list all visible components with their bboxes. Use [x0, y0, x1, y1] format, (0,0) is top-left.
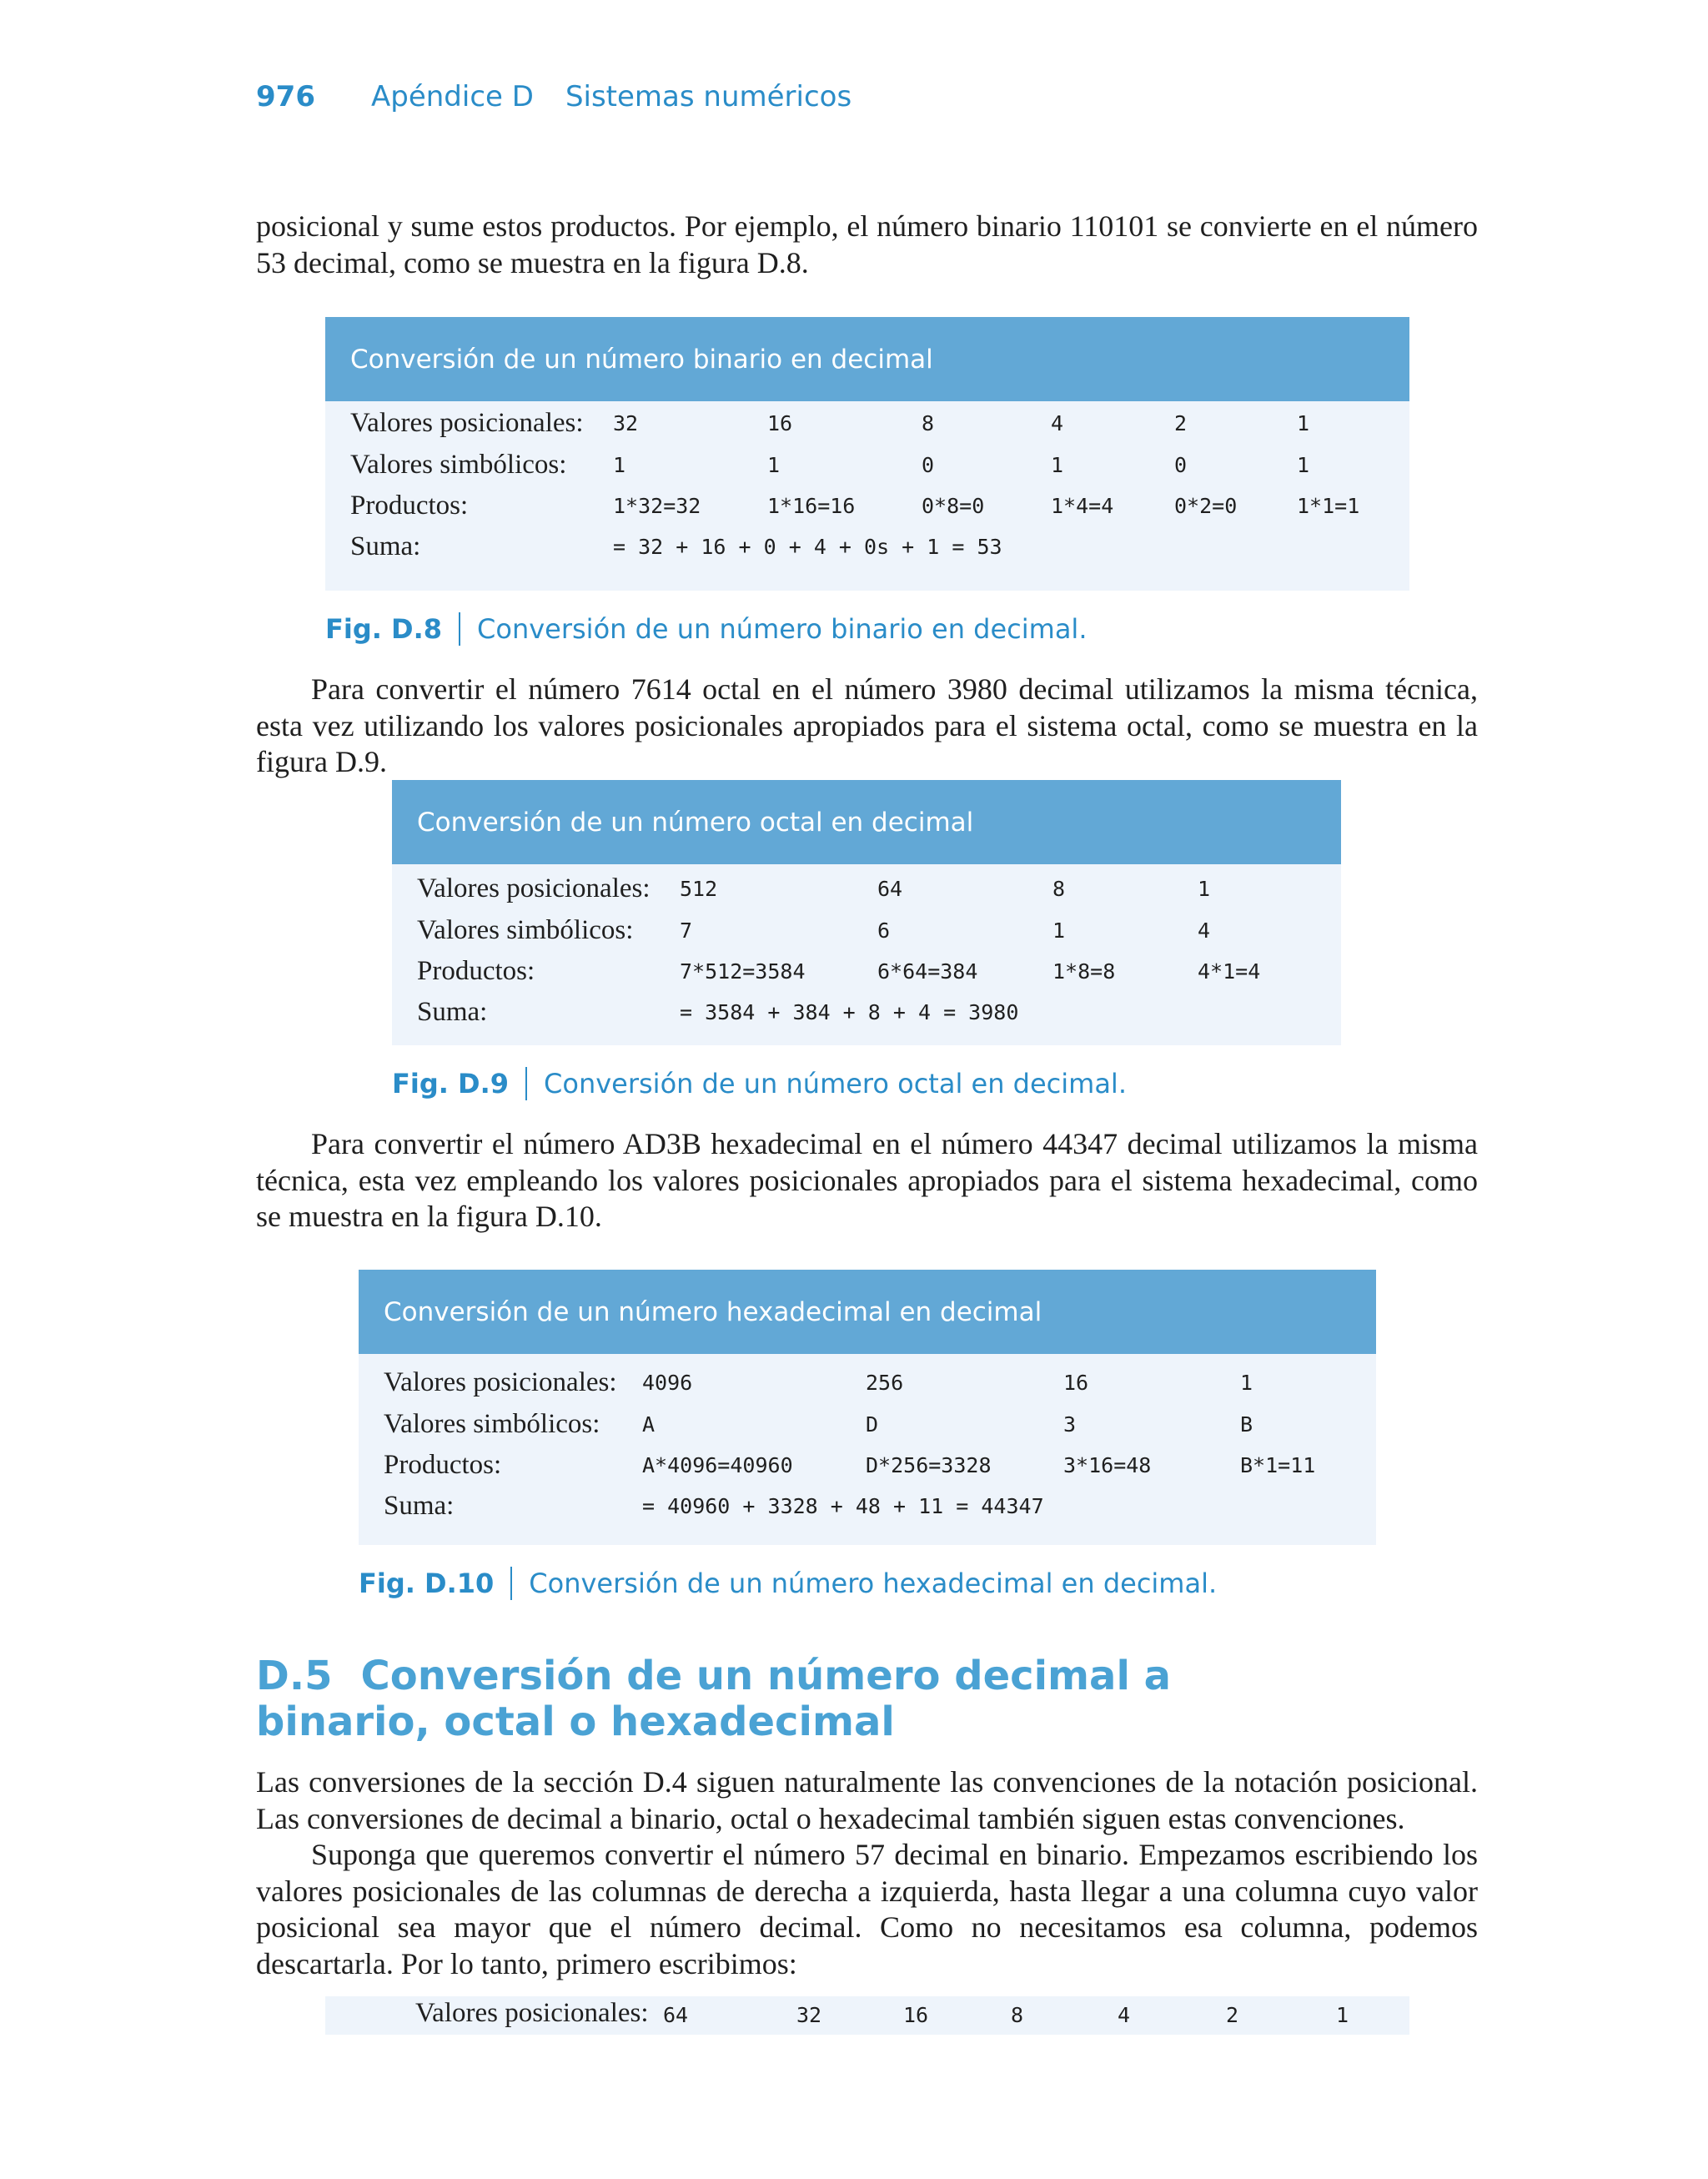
table-cell: 1 [1052, 918, 1066, 943]
table-cell: 1 [1240, 1371, 1253, 1395]
caption-text: Conversión de un número binario en decimal. [477, 613, 1088, 645]
caption-number: Fig. D.8 [325, 613, 443, 645]
figure-d9-row-sum [417, 997, 1341, 1030]
figure-d8-caption [325, 609, 1087, 649]
table-cell: 6 [877, 918, 891, 943]
table-cell: 0*8=0 [922, 494, 985, 518]
row-label: Suma: [350, 531, 421, 561]
table-cell: 4096 [642, 1371, 693, 1395]
table-cell: D*256=3328 [866, 1453, 992, 1477]
table-cell: 3 [1063, 1412, 1077, 1437]
positional-values-strip [325, 1996, 1409, 2035]
figure-d9-caption [392, 1064, 1127, 1104]
paragraph-intro: posicional y sume estos productos. Por ejemplo, el número binario 110101 se convierte en el número 53 decimal, como se muestra en la figura D.8. [256, 209, 1478, 279]
table-cell: 1 [613, 453, 626, 477]
table-cell: 1*16=16 [767, 494, 856, 518]
table-cell: 1 [767, 453, 781, 477]
table-cell: 1*4=4 [1051, 494, 1114, 518]
table-cell: 8 [1052, 877, 1066, 901]
table-cell: 7 [680, 918, 693, 943]
sum-expression: = 3584 + 384 + 8 + 4 = 3980 [680, 1000, 1019, 1024]
table-cell: 32 [613, 411, 639, 435]
figure-d10 [359, 1270, 1376, 1545]
table-cell: 1 [1051, 453, 1064, 477]
row-label: Productos: [384, 1450, 502, 1480]
strip-value: 8 [1011, 2003, 1024, 2027]
paragraph-decimal-example: Suponga que queremos convertir el número 57 decimal en binario. Empezamos escribiendo los valores posicionales de las columnas de derecha a izquierda, hasta llegar a una columna cuyo valor posicional sea mayor que el número decimal. Como no necesitamos esa columna, podemos descartarla. Por lo tanto, primero escribimos: [256, 1838, 1478, 1980]
strip-value: 1 [1336, 2003, 1349, 2027]
figure-d10-row-products [384, 1450, 1376, 1483]
caption-text: Conversión de un número octal en decimal. [544, 1068, 1127, 1100]
row-label: Valores posicionales: [350, 408, 584, 438]
table-cell: 1*1=1 [1297, 494, 1360, 518]
table-cell: 4 [1198, 918, 1211, 943]
row-label: Suma: [384, 1491, 455, 1521]
table-cell: 7*512=3584 [680, 959, 806, 984]
row-label: Productos: [417, 956, 535, 986]
figure-d10-row-positional [384, 1367, 1376, 1401]
paragraph-section-intro: Las conversiones de la sección D.4 siguen naturalmente las convenciones de la notación posicional. Las conversiones de decimal a binario, octal o hexadecimal también siguen estas convenciones. [256, 1765, 1478, 1835]
table-cell: 64 [877, 877, 903, 901]
row-label: Valores simbólicos: [350, 450, 567, 480]
section-title: Conversión de un número decimal a binario, octal o hexadecimal [256, 1653, 1171, 1745]
table-cell: A*4096=40960 [642, 1453, 793, 1477]
table-cell: 256 [866, 1371, 904, 1395]
strip-value: 32 [796, 2003, 822, 2027]
row-label: Valores simbólicos: [384, 1409, 600, 1439]
table-cell: 0 [922, 453, 935, 477]
table-cell: 8 [922, 411, 935, 435]
figure-d8-row-products [350, 491, 1409, 524]
figure-d10-row-symbolic [384, 1409, 1376, 1442]
paragraph-octal: Para convertir el número 7614 octal en el número 3980 decimal utilizamos la misma técnica, esta vez utilizando los valores posicionales apropiados para el sistema octal, como se muestra en la figura D.9. [256, 672, 1478, 778]
table-cell: B*1=11 [1240, 1453, 1316, 1477]
table-cell: 1 [1297, 453, 1310, 477]
figure-d10-row-sum [384, 1491, 1376, 1524]
figure-d9-row-positional [417, 873, 1341, 907]
chapter-title: Sistemas numéricos [565, 80, 852, 113]
table-cell: 1 [1198, 877, 1211, 901]
table-cell: D [866, 1412, 879, 1437]
sum-expression: = 40960 + 3328 + 48 + 11 = 44347 [642, 1494, 1044, 1518]
table-cell: 4*1=4 [1198, 959, 1261, 984]
table-cell: 6*64=384 [877, 959, 978, 984]
table-cell: 3*16=48 [1063, 1453, 1152, 1477]
row-label: Valores posicionales: [417, 873, 651, 903]
table-cell: 512 [680, 877, 718, 901]
table-cell: B [1240, 1412, 1253, 1437]
row-label: Suma: [417, 997, 488, 1027]
figure-d8-title: Conversión de un número binario en decimal [325, 317, 1409, 401]
strip-value: 2 [1226, 2003, 1239, 2027]
caption-number: Fig. D.9 [392, 1068, 510, 1100]
figure-d9 [392, 780, 1341, 1045]
caption-divider [525, 1067, 527, 1100]
table-cell: 1*8=8 [1052, 959, 1116, 984]
appendix-label: Apéndice D [371, 80, 534, 113]
row-label: Valores posicionales: [384, 1367, 617, 1397]
page-number: 976 [256, 80, 315, 113]
caption-number: Fig. D.10 [359, 1568, 495, 1599]
figure-d10-title: Conversión de un número hexadecimal en decimal [359, 1270, 1376, 1354]
figure-d8-row-positional [350, 408, 1409, 441]
table-cell: 1*32=32 [613, 494, 701, 518]
table-cell: A [642, 1412, 656, 1437]
strip-value: 16 [903, 2003, 929, 2027]
caption-divider [510, 1567, 512, 1600]
strip-value: 4 [1118, 2003, 1131, 2027]
strip-label: Valores posicionales: [415, 1998, 649, 2028]
strip-value: 64 [663, 2003, 689, 2027]
figure-d10-caption [359, 1563, 1217, 1603]
figure-d8-row-symbolic [350, 450, 1409, 483]
table-cell: 16 [767, 411, 793, 435]
section-heading [256, 1653, 1340, 1745]
section-number: D.5 [256, 1653, 333, 1699]
figure-d9-title: Conversión de un número octal en decimal [392, 780, 1341, 864]
table-cell: 4 [1051, 411, 1064, 435]
running-head [256, 80, 851, 118]
sum-expression: = 32 + 16 + 0 + 4 + 0s + 1 = 53 [613, 535, 1002, 559]
table-cell: 0*2=0 [1174, 494, 1238, 518]
table-cell: 0 [1174, 453, 1188, 477]
figure-d9-row-products [417, 956, 1341, 989]
table-cell: 16 [1063, 1371, 1089, 1395]
figure-d8-row-sum [350, 531, 1409, 565]
row-label: Valores simbólicos: [417, 915, 634, 945]
figure-d8 [325, 317, 1409, 591]
paragraph-hex: Para convertir el número AD3B hexadecimal en el número 44347 decimal utilizamos la misma técnica, esta vez empleando los valores posicionales apropiados para el sistema hexadecimal, como se muestra en la figura D.10. [256, 1127, 1478, 1233]
table-cell: 2 [1174, 411, 1188, 435]
caption-text: Conversión de un número hexadecimal en decimal. [529, 1568, 1218, 1599]
caption-divider [459, 612, 460, 646]
table-cell: 1 [1297, 411, 1310, 435]
figure-d9-row-symbolic [417, 915, 1341, 949]
row-label: Productos: [350, 491, 469, 521]
